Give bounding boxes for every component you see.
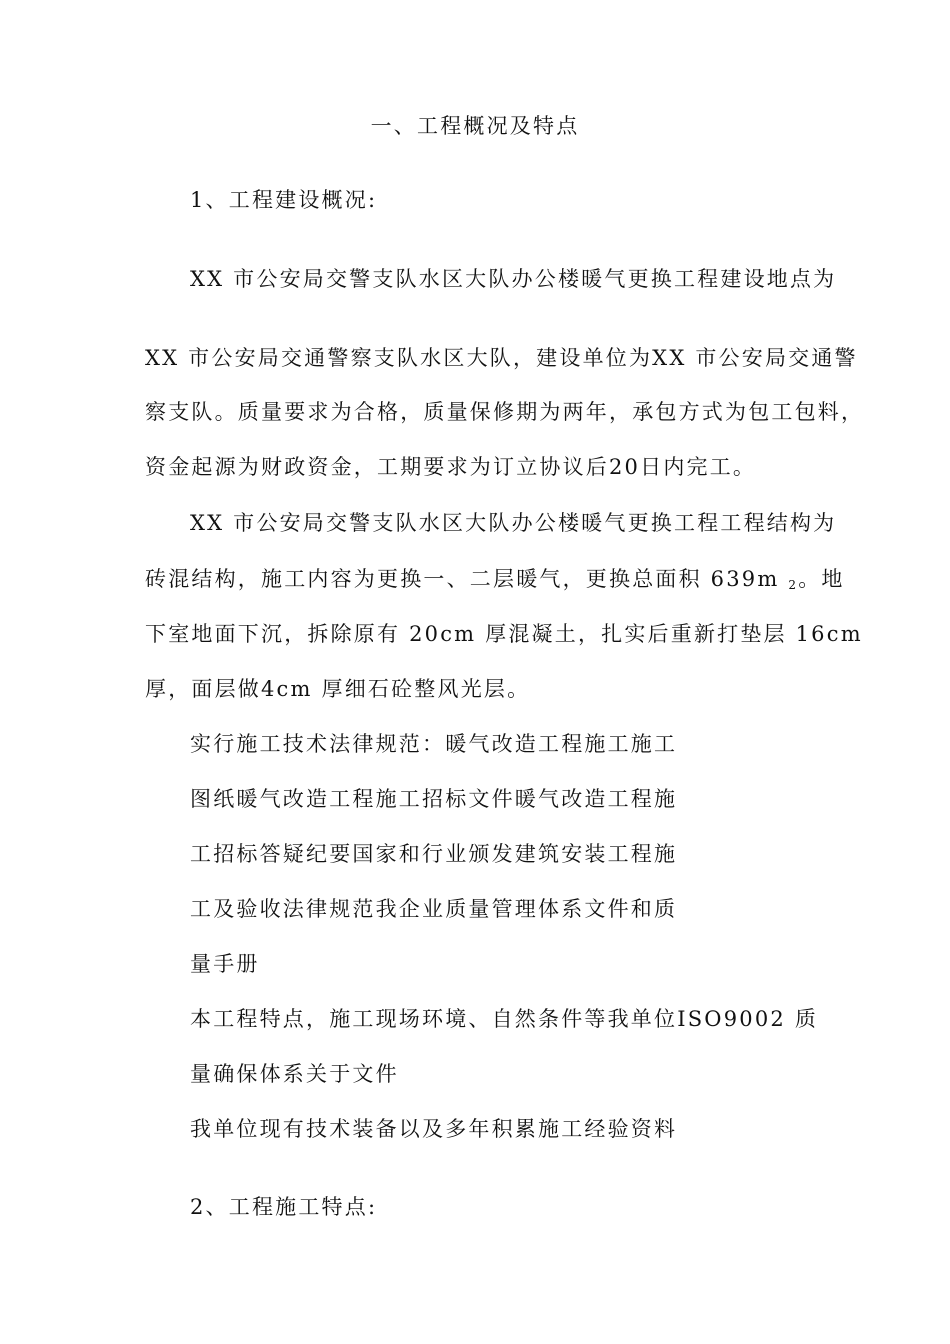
paragraph-line: 厚，面层做4cm 厚细石砼整风光层。 [145, 677, 531, 701]
standards-list-item: 我单位现有技术装备以及多年积累施工经验资料 [190, 1117, 678, 1141]
area-unit-subscript: 2 [788, 578, 799, 592]
paragraph-text: 砖混结构，施工内容为更换一、二层暖气，更换总面积 639m [145, 567, 789, 591]
standards-list-item: 实行施工技术法律规范：暖气改造工程施工施工 [190, 732, 678, 756]
standards-list-item: 本工程特点，施工现场环境、自然条件等我单位ISO9002 质 [190, 1007, 819, 1031]
paragraph-line: XX 市公安局交警支队水区大队办公楼暖气更换工程工程结构为 [190, 511, 837, 535]
paragraph-text: 。地 [798, 567, 845, 591]
standards-list-item: 量手册 [190, 952, 260, 976]
paragraph-line: 察支队。质量要求为合格，质量保修期为两年，承包方式为包工包料， [145, 400, 865, 424]
document-title: 一、工程概况及特点 [370, 114, 580, 138]
paragraph-line: 下室地面下沉，拆除原有 20cm 厚混凝土，扎实后重新打垫层 16cm [145, 622, 863, 646]
paragraph-line: XX 市公安局交警支队水区大队办公楼暖气更换工程建设地点为 [190, 267, 837, 291]
standards-list-item: 量确保体系关于文件 [190, 1062, 399, 1086]
standards-list-item: 工招标答疑纪要国家和行业颁发建筑安装工程施 [190, 842, 678, 866]
section-heading-construction-features: 2、工程施工特点: [190, 1195, 378, 1219]
paragraph-line [145, 564, 845, 600]
section-heading-construction-overview: 1、工程建设概况: [190, 188, 378, 212]
standards-list-item: 工及验收法律规范我企业质量管理体系文件和质 [190, 897, 678, 921]
paragraph-line: XX 市公安局交通警察支队水区大队，建设单位为XX 市公安局交通警 [145, 346, 858, 370]
standards-list-item: 图纸暖气改造工程施工招标文件暖气改造工程施 [190, 787, 678, 811]
paragraph-line: 资金起源为财政资金，工期要求为订立协议后20日内完工。 [145, 455, 757, 479]
